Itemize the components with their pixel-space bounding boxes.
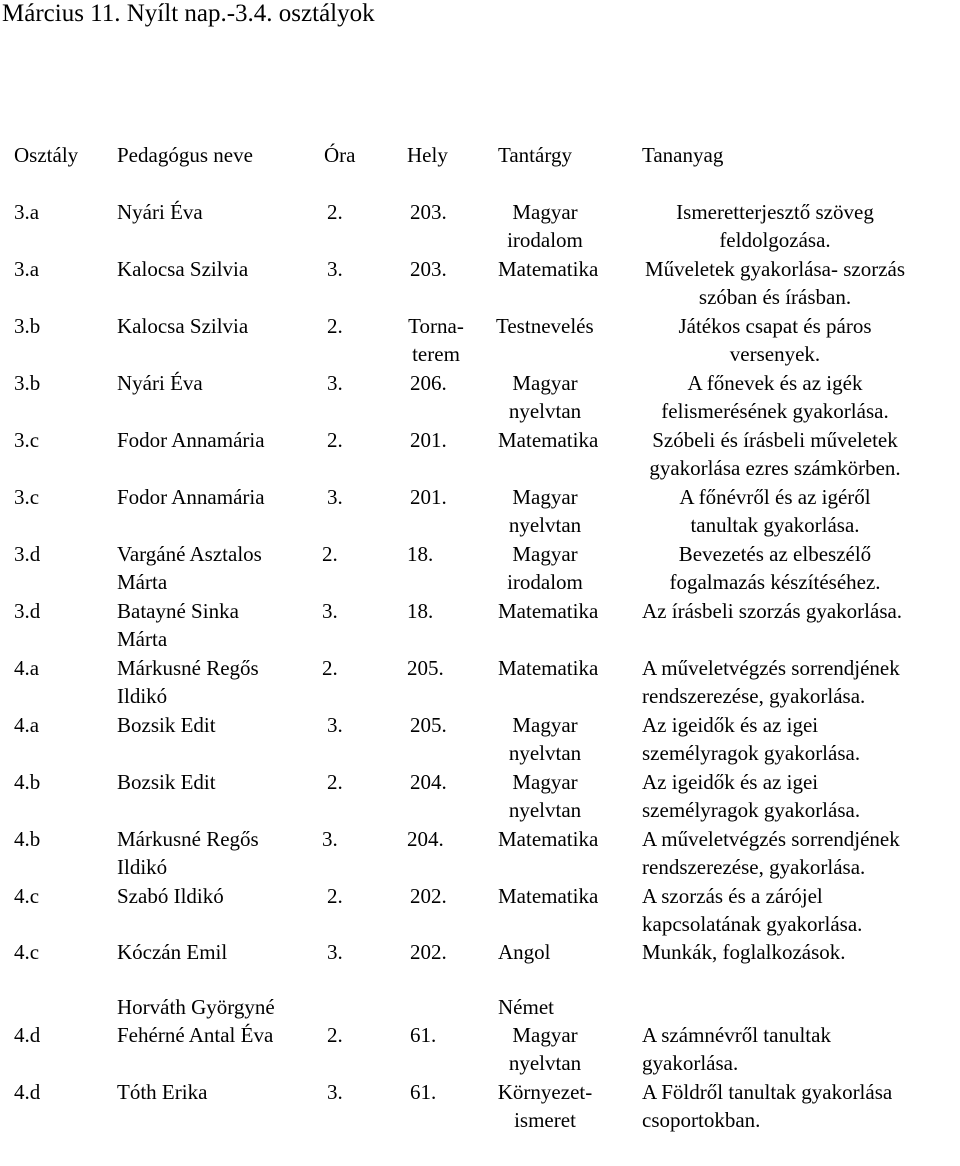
topic-cell	[590, 312, 960, 368]
subject-cell	[480, 711, 610, 767]
teacher-cell-line: Vargáné Asztalos	[117, 542, 262, 566]
period-cell-line: 3.	[327, 257, 343, 281]
subject-cell-line: Magyar	[512, 200, 578, 224]
period-cell	[327, 882, 343, 910]
teacher-cell-line: Fehérné Antal Éva	[117, 1023, 274, 1047]
room-cell	[376, 312, 496, 368]
class-cell	[14, 768, 40, 796]
topic-cell-line: A főnévről és az igéről	[679, 485, 871, 509]
topic-cell-line: Az írásbeli szorzás gyakorlása.	[642, 599, 903, 623]
topic-cell	[642, 1021, 831, 1077]
column-header: Pedagógus neve	[117, 143, 253, 167]
room-cell-line: Torna-	[408, 314, 464, 338]
teacher-cell	[117, 711, 216, 739]
topic-cell	[642, 825, 900, 881]
class-cell	[14, 198, 39, 226]
class-cell	[14, 1078, 40, 1106]
topic-cell-line: tanultak gyakorlása.	[690, 513, 860, 537]
teacher-cell	[117, 369, 203, 397]
subject-cell-line: Magyar	[512, 542, 578, 566]
period-cell	[327, 1078, 343, 1106]
subject-cell-line: Környezet-	[497, 1080, 593, 1104]
period-cell-line: 2.	[327, 770, 343, 794]
topic-cell-line: Az igeidők és az igei	[642, 770, 819, 794]
teacher-cell-line: Ildikó	[117, 684, 168, 708]
topic-cell-line: versenyek.	[729, 342, 821, 366]
teacher-cell-line: Márta	[117, 570, 168, 594]
subject-cell-line: Magyar	[512, 485, 578, 509]
column-header: Óra	[324, 143, 356, 167]
period-cell	[327, 198, 343, 226]
topic-cell-line: felismerésének gyakorlása.	[661, 399, 889, 423]
period-cell	[322, 654, 338, 682]
period-cell-line: 2.	[327, 884, 343, 908]
room-cell-line: terem	[412, 342, 460, 366]
teacher-cell	[117, 1021, 273, 1049]
subject-cell	[496, 312, 594, 340]
topic-cell-line: személyragok gyakorlása.	[642, 741, 861, 765]
subject-cell	[480, 1021, 610, 1077]
room-cell-line: 203.	[410, 257, 447, 281]
topic-cell-line: feldolgozása.	[719, 228, 831, 252]
subject-cell-line: ismeret	[514, 1108, 576, 1132]
topic-cell-line: Az igeidők és az igei	[642, 713, 819, 737]
subject-cell-line: Matematika	[498, 827, 599, 851]
period-cell-line: 3.	[327, 713, 343, 737]
period-cell-line: 3.	[322, 827, 338, 851]
room-cell	[410, 1078, 436, 1106]
period-cell	[327, 1021, 343, 1049]
room-cell	[410, 768, 447, 796]
room-cell	[407, 597, 433, 625]
subject-cell	[498, 654, 598, 682]
class-cell	[14, 483, 39, 511]
subject-cell-line: nyelvtan	[508, 798, 582, 822]
room-cell	[410, 483, 447, 511]
class-cell	[14, 369, 40, 397]
subject-cell	[498, 882, 598, 910]
teacher-cell-line: Kóczán Emil	[117, 940, 228, 964]
room-cell	[410, 1021, 436, 1049]
room-cell-line: 204.	[410, 770, 447, 794]
teacher-cell-line: Márkusné Regős	[117, 656, 259, 680]
room-cell-line: 205.	[407, 656, 444, 680]
column-header: Osztály	[14, 143, 79, 167]
period-cell-line: 3.	[322, 599, 338, 623]
class-cell-line: 3.a	[14, 257, 40, 281]
teacher-cell	[117, 938, 275, 1021]
class-cell-line: 4.b	[14, 827, 41, 851]
class-cell	[14, 597, 40, 625]
class-cell	[14, 540, 40, 568]
class-cell-line: 3.d	[14, 542, 41, 566]
period-cell-line: 2.	[322, 656, 338, 680]
period-cell-line: 2.	[327, 314, 343, 338]
class-cell-line: 3.c	[14, 428, 40, 452]
topic-cell	[642, 938, 846, 966]
class-cell	[14, 711, 39, 739]
subject-cell	[498, 938, 554, 1021]
period-cell-line: 2.	[322, 542, 338, 566]
subject-cell-line: irodalom	[507, 570, 583, 594]
subject-cell-line: Matematika	[498, 884, 599, 908]
teacher-cell-line: Kalocsa Szilvia	[117, 257, 249, 281]
period-cell	[322, 825, 338, 853]
topic-cell-line: szóban és írásban.	[698, 285, 852, 309]
period-cell-line: 3.	[327, 1080, 343, 1104]
period-cell	[327, 426, 343, 454]
topic-cell-line: csoportokban.	[642, 1108, 761, 1132]
period-cell	[322, 597, 338, 625]
class-cell	[14, 426, 39, 454]
room-cell-line: 61.	[410, 1080, 437, 1104]
subject-cell-line: Matematika	[498, 599, 599, 623]
room-cell-line: 18.	[407, 599, 434, 623]
room-cell	[410, 426, 447, 454]
subject-cell	[498, 597, 598, 625]
topic-cell-line: A szorzás és a zárójel	[642, 884, 823, 908]
room-cell	[407, 654, 444, 682]
room-cell-line: 201.	[410, 485, 447, 509]
topic-cell-line: kapcsolatának gyakorlása.	[642, 912, 863, 936]
room-cell	[407, 540, 433, 568]
topic-cell	[642, 597, 902, 625]
page-title: Március 11. Nyílt nap.-3.4. osztályok	[2, 0, 375, 27]
class-cell	[14, 938, 39, 966]
subject-cell	[498, 255, 598, 283]
topic-cell-line: Szóbeli és írásbeli műveletek	[652, 428, 898, 452]
subject-cell-line: irodalom	[507, 228, 583, 252]
topic-cell-line: A műveletvégzés sorrendjének	[642, 827, 900, 851]
teacher-cell	[117, 198, 203, 226]
topic-cell	[642, 882, 862, 938]
class-cell	[14, 1021, 40, 1049]
class-cell	[14, 654, 39, 682]
topic-cell	[590, 369, 960, 425]
period-cell	[327, 369, 343, 397]
topic-cell-line: A főnevek és az igék	[687, 371, 863, 395]
teacher-cell	[117, 882, 224, 910]
class-cell	[14, 312, 40, 340]
subject-cell	[498, 426, 598, 454]
room-cell	[410, 369, 447, 397]
column-header: Tananyag	[642, 143, 724, 167]
subject-cell-line: Német	[498, 995, 554, 1019]
class-cell-line: 4.d	[14, 1080, 41, 1104]
class-cell	[14, 255, 39, 283]
subject-cell-line: Angol	[498, 940, 551, 964]
subject-cell	[480, 768, 610, 824]
subject-cell-line	[498, 966, 554, 993]
column-header: Hely	[407, 143, 448, 167]
period-cell-line: 3.	[327, 485, 343, 509]
teacher-cell-line: Márkusné Regős	[117, 827, 259, 851]
subject-cell-line: nyelvtan	[508, 741, 582, 765]
subject-cell-line: Matematika	[498, 428, 599, 452]
topic-cell	[590, 255, 960, 311]
room-cell-line: 205.	[410, 713, 447, 737]
teacher-cell-line: Kalocsa Szilvia	[117, 314, 249, 338]
topic-cell	[590, 483, 960, 539]
subject-cell-line: Matematika	[498, 656, 599, 680]
topic-cell	[590, 198, 960, 254]
teacher-cell-line: Fodor Annamária	[117, 428, 265, 452]
topic-cell-line: Műveletek gyakorlása- szorzás	[644, 257, 906, 281]
teacher-cell-line: Batayné Sinka	[117, 599, 239, 623]
subject-cell-line: nyelvtan	[508, 1051, 582, 1075]
room-cell-line: 202.	[410, 884, 447, 908]
class-cell-line: 3.c	[14, 485, 40, 509]
class-cell	[14, 882, 39, 910]
class-cell-line: 4.a	[14, 656, 40, 680]
teacher-cell	[117, 312, 248, 340]
room-cell-line: 203.	[410, 200, 447, 224]
topic-cell-line: Ismeretterjesztő szöveg	[676, 200, 874, 224]
period-cell	[327, 711, 343, 739]
topic-cell	[590, 540, 960, 596]
teacher-cell-line: Ildikó	[117, 855, 168, 879]
class-cell-line: 3.a	[14, 200, 40, 224]
period-cell	[327, 483, 343, 511]
subject-cell-line: Matematika	[498, 257, 599, 281]
teacher-cell	[117, 255, 248, 283]
class-cell-line: 4.b	[14, 770, 41, 794]
subject-cell-line: Magyar	[512, 371, 578, 395]
topic-cell-line: Munkák, foglalkozások.	[642, 940, 846, 964]
teacher-cell	[117, 483, 265, 511]
topic-cell-line: A számnévről tanultak	[642, 1023, 831, 1047]
room-cell	[410, 198, 447, 226]
subject-cell-line: nyelvtan	[508, 513, 582, 537]
room-cell	[410, 255, 447, 283]
subject-cell-line: nyelvtan	[508, 399, 582, 423]
subject-cell	[480, 1078, 610, 1134]
teacher-cell	[117, 1078, 207, 1106]
topic-cell-line: A műveletvégzés sorrendjének	[642, 656, 900, 680]
teacher-cell	[117, 825, 259, 881]
teacher-cell	[117, 768, 216, 796]
teacher-cell-line: Márta	[117, 627, 168, 651]
period-cell-line: 2.	[327, 428, 343, 452]
period-cell-line: 3.	[327, 371, 343, 395]
teacher-cell-line: Szabó Ildikó	[117, 884, 224, 908]
period-cell	[327, 312, 343, 340]
teacher-cell-line: Nyári Éva	[117, 371, 203, 395]
subject-cell-line: Testnevelés	[496, 314, 594, 338]
period-cell-line: 3.	[327, 940, 343, 964]
room-cell-line: 206.	[410, 371, 447, 395]
class-cell-line: 3.b	[14, 371, 41, 395]
period-cell-line: 2.	[327, 1023, 343, 1047]
period-cell	[327, 938, 343, 966]
room-cell-line: 201.	[410, 428, 447, 452]
teacher-cell-line: Nyári Éva	[117, 200, 203, 224]
subject-cell-line: Magyar	[512, 770, 578, 794]
teacher-cell	[117, 426, 265, 454]
subject-cell-line: Magyar	[512, 1023, 578, 1047]
topic-cell-line: gyakorlása ezres számkörben.	[649, 456, 901, 480]
teacher-cell-line: Bozsik Edit	[117, 770, 216, 794]
period-cell-line: 2.	[327, 200, 343, 224]
period-cell	[322, 540, 338, 568]
period-cell	[327, 768, 343, 796]
topic-cell	[642, 711, 860, 767]
topic-cell	[642, 1078, 892, 1134]
topic-cell-line: rendszerezése, gyakorlása.	[642, 855, 866, 879]
room-cell	[410, 938, 447, 966]
topic-cell-line: A Földről tanultak gyakorlása	[642, 1080, 893, 1104]
topic-cell-line: Játékos csapat és páros	[678, 314, 872, 338]
room-cell-line: 61.	[410, 1023, 437, 1047]
column-header: Tantárgy	[498, 143, 572, 167]
teacher-cell	[117, 654, 259, 710]
topic-cell-line: gyakorlása.	[642, 1051, 739, 1075]
class-cell-line: 3.d	[14, 599, 41, 623]
class-cell-line: 3.b	[14, 314, 41, 338]
room-cell	[407, 825, 444, 853]
topic-cell	[642, 768, 860, 824]
topic-cell	[590, 426, 960, 482]
teacher-cell-line: Tóth Erika	[117, 1080, 208, 1104]
class-cell-line: 4.c	[14, 940, 40, 964]
class-cell-line: 4.a	[14, 713, 40, 737]
teacher-cell	[117, 540, 262, 596]
room-cell-line: 18.	[407, 542, 434, 566]
class-cell	[14, 825, 40, 853]
room-cell	[410, 711, 447, 739]
class-cell-line: 4.c	[14, 884, 40, 908]
teacher-cell-line: Fodor Annamária	[117, 485, 265, 509]
room-cell	[410, 882, 447, 910]
topic-cell-line: rendszerezése, gyakorlása.	[642, 684, 866, 708]
topic-cell	[642, 654, 900, 710]
topic-cell-line: fogalmazás készítéséhez.	[669, 570, 881, 594]
class-cell-line: 4.d	[14, 1023, 41, 1047]
teacher-cell	[117, 597, 239, 653]
teacher-cell-line: Horváth Györgyné	[117, 995, 275, 1019]
topic-cell-line: személyragok gyakorlása.	[642, 798, 861, 822]
topic-cell-line: Bevezetés az elbeszélő	[678, 542, 872, 566]
teacher-cell-line	[117, 966, 275, 993]
subject-cell-line: Magyar	[512, 713, 578, 737]
room-cell-line: 204.	[407, 827, 444, 851]
teacher-cell-line: Bozsik Edit	[117, 713, 216, 737]
subject-cell	[498, 825, 598, 853]
room-cell-line: 202.	[410, 940, 447, 964]
period-cell	[327, 255, 343, 283]
